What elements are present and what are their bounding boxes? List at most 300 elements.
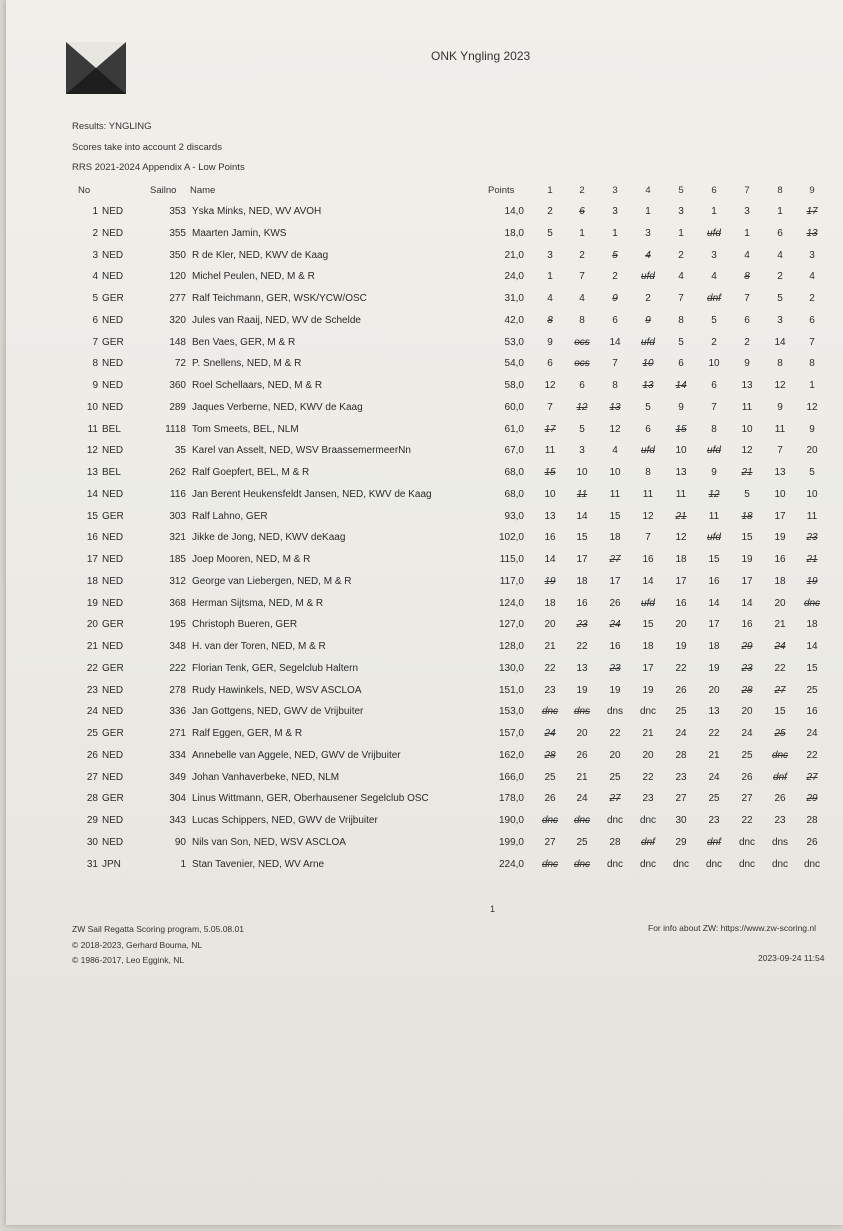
nationality-cell: NED [102,684,124,696]
race-score-discarded: 24 [774,641,786,652]
rank-cell: 15 [86,510,98,522]
points-cell: 130,0 [498,662,524,674]
race-score: 19 [675,641,687,652]
race-score: 15 [774,706,786,718]
race-score: 7 [645,532,651,544]
nationality-cell: NED [102,532,124,544]
race-score: 18 [806,619,818,631]
rank-cell: 21 [86,641,98,652]
points-cell: 157,0 [498,728,524,739]
race-score: 8 [678,314,684,326]
points-cell: 93,0 [504,510,524,522]
rank-cell: 1 [92,206,98,217]
race-score: 3 [744,206,750,217]
race-score: 25 [675,706,687,718]
rank-cell: 29 [86,815,98,826]
race-score: 27 [741,793,753,805]
race-score: 11 [708,510,720,522]
sailno-cell: 368 [169,597,186,609]
race-score: 27 [675,793,687,805]
race-score: 22 [544,662,556,674]
race-score: 22 [741,815,753,826]
race-score-discarded: dnf [707,293,721,304]
race-score: 13 [708,706,720,718]
table-row [6,358,843,380]
race-score: 1 [612,227,618,239]
race-score-discarded: 13 [806,227,818,239]
race-score: 16 [741,619,753,631]
rank-cell: 8 [92,358,98,370]
header-points: Points [488,185,515,196]
race-score-discarded: ocs [574,336,590,348]
rank-cell: 2 [92,227,98,239]
rank-cell: 16 [86,532,98,544]
race-score: 11 [675,488,687,500]
nationality-cell: BEL [102,467,121,478]
race-score: 12 [642,510,654,522]
points-cell: 14,0 [504,206,524,217]
race-score: 5 [711,314,717,326]
race-score: 14 [544,554,556,565]
race-score: 22 [576,641,588,652]
points-cell: 60,0 [504,401,524,413]
table-row [6,815,843,837]
race-score-discarded: 29 [741,641,753,652]
race-score: 25 [609,771,621,783]
race-score: 14 [806,641,818,652]
nationality-cell: NED [102,249,124,261]
race-score: 4 [777,249,783,261]
race-score: 17 [708,619,720,631]
race-score: 25 [544,771,556,783]
race-score: 19 [609,684,621,696]
race-score: 13 [675,467,687,478]
race-score-discarded: 21 [741,467,753,478]
sailno-cell: 321 [169,532,186,544]
race-score: dns [606,706,624,718]
race-score: dnc [803,858,821,870]
name-cell: Ralf Teichmann, GER, WSK/YCW/OSC [192,293,367,304]
race-score: 9 [711,467,717,478]
race-score: 16 [675,597,687,609]
race-score-discarded: 23 [741,662,753,674]
race-score: 20 [708,684,720,696]
race-score: 23 [544,684,556,696]
race-score-discarded: 25 [774,728,786,739]
race-score: 10 [675,445,687,457]
name-cell: Florian Tenk, GER, Segelclub Haltern [192,662,359,674]
race-score: 8 [645,467,651,478]
race-score: 19 [708,662,720,674]
table-row [6,641,843,663]
race-score: 5 [579,423,585,435]
race-score: 4 [678,271,684,283]
race-score-discarded: 27 [774,684,786,696]
name-cell: Herman Sijtsma, NED, M & R [192,597,324,609]
race-score: 2 [645,293,651,304]
race-score: dnc [606,815,624,826]
nationality-cell: NED [102,206,124,217]
name-cell: Maarten Jamin, KWS [192,227,287,239]
table-row [6,337,843,359]
nationality-cell: GER [102,293,124,304]
sailno-cell: 185 [169,554,186,565]
race-score: 15 [741,532,753,544]
race-score: 10 [774,488,786,500]
race-score: 13 [774,467,786,478]
race-score: dnc [705,858,723,870]
race-score: 2 [579,249,585,261]
race-score: dnc [639,858,657,870]
race-score: 12 [544,380,556,391]
table-row [6,750,843,772]
race-score: 10 [708,358,720,370]
sailno-cell: 320 [169,314,186,326]
document-title: ONK Yngling 2023 [431,49,531,63]
nationality-cell: GER [102,793,124,805]
race-score-discarded: 15 [544,467,556,478]
name-cell: Tom Smeets, BEL, NLM [192,423,299,435]
race-score: 17 [741,575,753,587]
race-score: 27 [544,836,556,848]
race-score-discarded: 21 [806,554,818,565]
sailno-cell: 348 [169,641,186,652]
race-score: 9 [547,336,553,348]
race-score-discarded: 8 [744,271,750,283]
sailno-cell: 312 [169,575,186,587]
race-score: 3 [579,445,585,457]
points-cell: 115,0 [499,554,524,565]
points-cell: 102,0 [498,532,524,544]
race-score: 7 [678,293,684,304]
race-score-discarded: dnc [541,706,559,718]
race-score: 11 [741,401,753,413]
race-score-discarded: ufd [641,271,655,283]
points-cell: 124,0 [498,597,524,609]
race-score: 22 [642,771,654,783]
rank-cell: 30 [86,836,98,848]
race-score: 15 [609,510,621,522]
points-cell: 18,0 [504,227,524,239]
race-score: 20 [806,445,818,457]
rank-cell: 13 [86,467,98,478]
rank-cell: 7 [92,336,98,348]
points-cell: 117,0 [499,575,524,587]
table-row [6,728,843,750]
header-race-8: 8 [777,185,783,196]
sailno-cell: 277 [169,293,186,304]
points-cell: 166,0 [498,771,524,783]
race-score: 10 [544,488,556,500]
name-cell: H. van der Toren, NED, M & R [192,641,326,652]
points-cell: 67,0 [504,445,524,457]
table-row [6,663,843,685]
race-score: 17 [609,575,621,587]
race-score: 6 [547,358,553,370]
points-cell: 61,0 [504,423,524,435]
race-score-discarded: dnf [641,836,655,848]
race-score: dnc [639,815,657,826]
name-cell: Lucas Schippers, NED, GWV de Vrijbuiter [192,815,378,826]
race-score-discarded: 6 [579,206,585,217]
race-score: 26 [576,749,588,761]
race-score: 19 [642,684,654,696]
table-row [6,772,843,794]
race-score: 11 [642,488,654,500]
race-score: 20 [642,749,654,761]
sailno-cell: 343 [169,815,186,826]
points-cell: 153,0 [498,706,524,718]
rank-cell: 14 [86,488,98,500]
race-score-discarded: dnc [573,815,591,826]
race-score: 2 [547,206,553,217]
race-score: 4 [744,249,750,261]
race-score-discarded: 13 [642,380,654,391]
name-cell: Ralf Goepfert, BEL, M & R [192,467,310,478]
race-score: 3 [809,249,815,261]
race-score: 20 [741,706,753,718]
race-score-discarded: dnc [573,858,591,870]
race-score: 14 [708,597,720,609]
header-race-9: 9 [809,185,815,196]
race-score: 6 [809,314,815,326]
race-score: 15 [642,619,654,631]
race-score-discarded: 23 [609,662,621,674]
race-score: 5 [777,293,783,304]
race-score: 20 [544,619,556,631]
nationality-cell: GER [102,510,124,522]
zw-logo-icon [66,42,126,94]
rank-cell: 9 [92,380,98,391]
sailno-cell: 336 [169,706,186,718]
header-race-7: 7 [744,185,750,196]
rank-cell: 4 [92,271,98,283]
race-score: 19 [774,532,786,544]
race-score: 7 [777,445,783,457]
name-cell: Johan Vanhaverbeke, NED, NLM [192,771,340,783]
race-score: 22 [774,662,786,674]
race-score: 14 [609,336,621,348]
rank-cell: 31 [86,858,98,870]
race-score: 5 [678,336,684,348]
points-cell: 24,0 [504,271,524,283]
race-score: 11 [609,488,621,500]
header-sailno: Sailno [150,185,177,196]
race-score: 1 [809,380,815,391]
footer-copyright-1: © 2018-2023, Gerhard Bouma, NL [72,940,203,950]
race-score: 14 [774,336,786,348]
race-score: dnc [606,858,624,870]
race-score: 30 [675,815,687,826]
sailno-cell: 334 [169,749,186,761]
race-score: 1 [547,271,553,283]
race-score-discarded: 13 [609,401,621,413]
race-score: 3 [645,227,651,239]
race-score: 9 [744,358,750,370]
table-row [6,467,843,489]
race-score: 1 [579,227,585,239]
nationality-cell: NED [102,706,124,718]
table-row [6,685,843,707]
name-cell: Jikke de Jong, NED, KWV deKaag [192,532,346,544]
nationality-cell: NED [102,575,124,587]
race-score: 8 [809,358,815,370]
race-score: 24 [806,728,818,739]
discards-line: Scores take into account 2 discards [72,142,222,153]
name-cell: Nils van Son, NED, WSV ASCLOA [192,836,346,848]
race-score: 18 [576,575,588,587]
nationality-cell: GER [102,728,124,739]
race-score-discarded: 17 [806,206,818,217]
race-score-discarded: 29 [806,793,818,805]
sailno-cell: 350 [169,249,186,261]
points-cell: 58,0 [504,380,524,391]
rank-cell: 11 [87,423,98,435]
nationality-cell: NED [102,488,124,500]
race-score-discarded: 24 [544,728,556,739]
sailno-cell: 1 [180,858,186,870]
table-row [6,206,843,228]
points-cell: 199,0 [498,836,524,848]
sailno-cell: 349 [169,771,186,783]
race-score: dns [771,836,789,848]
race-score: 17 [774,510,786,522]
sailno-cell: 303 [169,510,186,522]
sailno-cell: 222 [169,662,186,674]
table-row [6,576,843,598]
race-score: 12 [774,380,786,391]
race-score: 20 [609,749,621,761]
race-score-discarded: dnc [803,597,821,609]
race-score: 15 [806,662,818,674]
header-race-3: 3 [612,185,618,196]
race-score: 26 [609,597,621,609]
points-cell: 190,0 [498,815,524,826]
table-row [6,380,843,402]
race-score: 16 [774,554,786,565]
name-cell: Joep Mooren, NED, M & R [192,554,311,565]
race-score: 1 [711,206,717,217]
race-score: 21 [774,619,786,631]
nationality-cell: GER [102,619,124,631]
race-score-discarded: 12 [576,401,588,413]
table-row [6,532,843,554]
race-score: 8 [711,423,717,435]
race-score: 2 [612,271,618,283]
race-score: 2 [777,271,783,283]
race-score: 26 [544,793,556,805]
race-score: 24 [576,793,588,805]
race-score: 12 [806,401,818,413]
nationality-cell: NED [102,597,124,609]
race-score-discarded: 10 [642,358,654,370]
race-score-discarded: 17 [544,423,556,435]
race-score: 7 [579,271,585,283]
rank-cell: 24 [86,706,98,718]
sailno-cell: 116 [170,488,186,500]
race-score: 25 [576,836,588,848]
race-score: 17 [576,554,588,565]
rank-cell: 28 [86,793,98,805]
race-score: 17 [675,575,687,587]
name-cell: Karel van Asselt, NED, WSV BraassemermeerNn [192,445,411,457]
race-score: 6 [678,358,684,370]
nationality-cell: NED [102,836,124,848]
nationality-cell: NED [102,749,124,761]
header-race-4: 4 [645,185,651,196]
race-score: dnc [639,706,657,718]
rank-cell: 19 [86,597,98,609]
table-row [6,271,843,293]
race-score: 19 [576,684,588,696]
rank-cell: 5 [92,293,98,304]
race-score-discarded: 23 [576,619,588,631]
race-score: 24 [708,771,720,783]
race-score-discarded: 18 [741,510,753,522]
race-score: 8 [579,314,585,326]
race-score: 11 [806,510,818,522]
race-score: 28 [806,815,818,826]
race-score: 20 [675,619,687,631]
race-score: 6 [612,314,618,326]
table-row [6,228,843,250]
sailno-cell: 35 [174,445,186,457]
race-score: 9 [777,401,783,413]
points-cell: 224,0 [498,858,524,870]
race-score: 10 [609,467,621,478]
race-score: 18 [774,575,786,587]
race-score: 20 [576,728,588,739]
race-score: 14 [576,510,588,522]
race-score: 22 [609,728,621,739]
name-cell: Rudy Hawinkels, NED, WSV ASCLOA [192,684,362,696]
points-cell: 127,0 [498,619,524,631]
race-score: 25 [708,793,720,805]
race-score: 23 [708,815,720,826]
name-cell: Yska Minks, NED, WV AVOH [192,206,322,217]
name-cell: Linus Wittmann, GER, Oberhausener Segelclub OSC [192,793,429,805]
sailno-cell: 353 [169,206,186,217]
name-cell: Ralf Eggen, GER, M & R [192,728,303,739]
race-score-discarded: 28 [544,749,556,761]
rank-cell: 6 [92,314,98,326]
race-score: 26 [774,793,786,805]
race-score: 11 [774,423,786,435]
points-cell: 42,0 [504,314,524,326]
points-cell: 68,0 [504,488,524,500]
race-score: 13 [741,380,753,391]
race-score: 3 [612,206,618,217]
race-score-discarded: ocs [574,358,590,370]
race-score-discarded: 19 [806,575,818,587]
race-score-discarded: ufd [707,532,721,544]
race-score-discarded: 9 [612,293,618,304]
header-name: Name [190,185,216,196]
race-score-discarded: 24 [609,619,621,631]
race-score-discarded: 19 [544,575,556,587]
race-score: 10 [806,488,818,500]
nationality-cell: NED [102,401,124,413]
race-score-discarded: 27 [609,793,621,805]
race-score: 1 [678,227,684,239]
footer-timestamp: 2023-09-24 11:54 [758,953,825,963]
name-cell: George van Liebergen, NED, M & R [192,575,352,587]
name-cell: Ben Vaes, GER, M & R [192,336,296,348]
race-score: 23 [642,793,654,805]
race-score: 8 [777,358,783,370]
header-race-1: 1 [547,185,553,196]
nationality-cell: NED [102,271,124,283]
